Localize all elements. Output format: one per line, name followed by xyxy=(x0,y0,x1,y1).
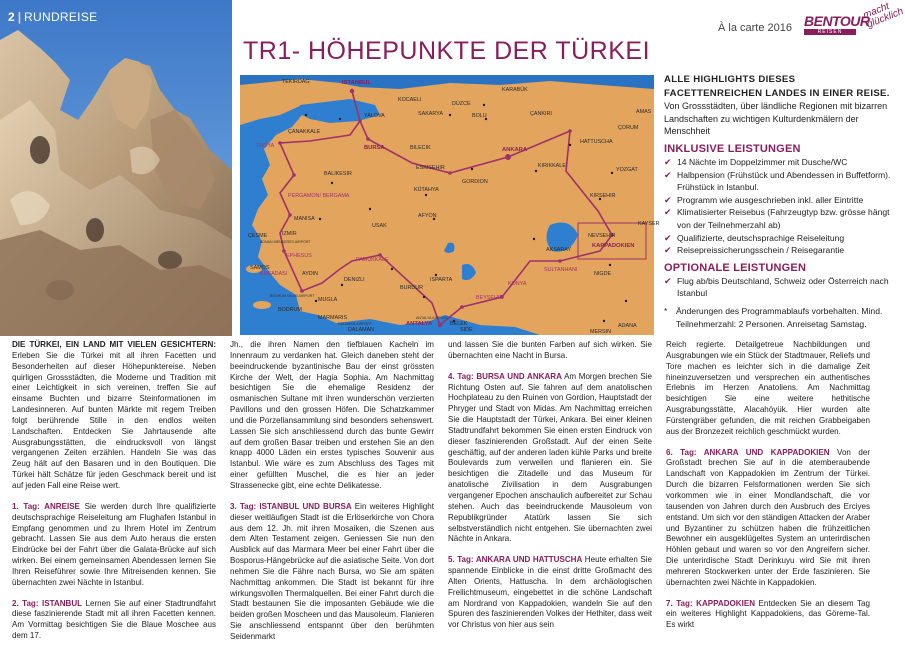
map-place: ANTALYA xyxy=(406,321,433,327)
map-place: TEKIRDAG xyxy=(282,79,310,85)
map-place: ISTANBUL xyxy=(342,80,371,86)
map-place: ADANA xyxy=(618,323,637,329)
day-place: ANREISE xyxy=(39,501,80,511)
paragraph xyxy=(230,340,434,492)
day-place: ISTANBUL UND BURSA xyxy=(256,501,352,511)
footnote-asterisk: * xyxy=(664,305,668,316)
map-place: DENIZLI xyxy=(344,277,365,283)
map-place: MARMARIS xyxy=(318,315,348,321)
airport-label: BODRUM MILAS AIRPORT xyxy=(270,294,315,298)
column-4 xyxy=(666,340,870,641)
map-place: BOLU xyxy=(472,113,487,119)
intro xyxy=(664,73,894,138)
day-label: 3. Tag: xyxy=(230,501,257,511)
intro-text: Von Grossstädten, über ländliche Regionen mit bizarren Landschaften zu wichtigen Kulturdenkmälern der Menschheit xyxy=(664,101,888,137)
list-item: ✔ Qualifizierte, deutschsprachige Reiseleitung xyxy=(664,232,894,245)
cappadocia-rocks-image xyxy=(0,0,232,336)
day-label: 6. Tag: xyxy=(666,447,697,457)
catalog-label: À la carte 2016 xyxy=(718,22,792,34)
day-label: 5. Tag: xyxy=(448,555,474,565)
paragraph-text: Von der Großstadt brechen Sie auf in die atemberaubende Landschaft von Kappadokien im Zentrum der Türkei. Durch die bizarren Felsformationen werden Sie sich vorkommen wie in einer Mondlandschaft, die vor tausenden von Jahren durch den Ausbruch des Erciyes entstand. Um sich vor den ständigen Attacken der Araber und Byzantiner zu schützen haben die frühzeitlichen Bewohner ein ausgeklügeltes System an unterirdischen Höhlen gebaut und waren so vor den Angreifern sicher. Die unterirdische Stadt Derinkuyu wird Sie mit ihren mehreren Stockwerken unter der Erde faszinieren. Sie übernachten zwei Nächte in Kappadokien. xyxy=(666,447,871,587)
day-place: ANKARA UND KAPPADOKIEN xyxy=(696,447,830,457)
bentour-logo xyxy=(804,13,870,38)
paragraph xyxy=(12,599,216,642)
column-3 xyxy=(448,340,652,641)
optional-list xyxy=(664,275,894,300)
paragraph-text: Jh., die ihren Namen den tiefblauen Kacheln im Innenraum zu verdanken hat. Gleich daneben steht der beeindruckende byzantinische Bau der einst grössten Kirche der Welt, der Hagia Sophia. Am Nachmittag besichtigen Sie die ehemalige Residenz der osmanischen Sultane mit ihren wunderschön verzierten Pavillons und den grossen Höfen. Die Schatzkammer und die Porzellansammlung sind besonders sehenswert. Lassen Sie sich anschliessend durch das bunte Gewirr auf dem großen Basar treiben und erstehen Sie an den knapp 4000 Läden ein erstes typisches Souvenir aus Istanbul. Wie wäre es zum Abschluss des Tages mit einer gefüllten Muschel, die es hier an jeder Strassenecke gibt, eine echte Delikatesse. xyxy=(230,340,434,490)
map-place: KUSADASI xyxy=(260,271,288,277)
map-place: BALIKESIR xyxy=(324,171,352,177)
paragraph xyxy=(448,372,652,546)
map-place: YOZGAT xyxy=(616,167,638,173)
footnote-text: Änderungen des Programmablaufs vorbehalten. Mind. Teilnehmerzahl: 2 Personen. Anreisetag Samstag. xyxy=(676,305,883,329)
paragraph-text: Am Morgen brechen Sie Richtung Osten auf. Sie fahren auf dem anatolischen Hochplateau zu den Ruinen von Gordion, Hauptstadt der Phryger und Stadt von Midas. Am Nachmittag erreichen Sie die Hauptstadt der Türkei, Ankara. Bei einer kleinen Stadtrundfahrt bekommen Sie einen ersten Eindruck von dieser faszinierenden Großstadt. Auf der einen Seite geschäftig, auf der anderen laden kühle Parks und breite Boulevards zum verweilen und flanieren ein. Sie besichtigen die Zitadelle und das Museum für anatolische Zivilisation in dem Ausgrabungen vergangener Epochen anschaulich aufbereitet zur Schau stehen. Auch das beeindruckende Mausoleum von Republikgründer Atatürk lassen Sie sich selbstverständlich nicht entgehen. Sie übernachten zwei Nächte in Ankara. xyxy=(448,371,652,544)
paragraph xyxy=(12,340,216,492)
map-place: KÜTAHYA xyxy=(414,187,439,193)
paragraph xyxy=(448,340,652,362)
map-place: BURDUR xyxy=(400,285,424,291)
map-place: NIGDE xyxy=(594,271,612,277)
page-title: TR1- HÖHEPUNKTE DER TÜRKEI xyxy=(243,37,651,65)
inclusive-list xyxy=(664,156,894,257)
paragraph-text: Heute erhalten Sie spannende Einblicke in die einst dritte Großmacht des Alten Orients, Hattuscha. In dem archäologischen Freilichtmuseum, eingebettet in die schöne Landschaft am Nordrand von Kappadokien, wandeln Sie auf den Spuren des faszinierenden Volkes der Hethiter, dass weit vor Christus von hier aus sein xyxy=(448,555,652,630)
map-place: ÇANKIRI xyxy=(530,111,552,117)
map-place: EPHESUS xyxy=(286,253,312,259)
route-map xyxy=(240,75,660,335)
map-place: TROYA xyxy=(256,143,275,149)
day-place: KAPPADOKIEN xyxy=(692,598,756,608)
body-columns xyxy=(12,340,892,641)
rock-formation-photo xyxy=(0,0,232,336)
day-label: 7. Tag: xyxy=(666,598,693,608)
paragraph xyxy=(666,599,870,632)
list-item: ✔ Halbpension (Frühstück und Abendessen in Buffetform). Frühstück in Istanbul. xyxy=(664,169,894,194)
page-header xyxy=(8,10,97,24)
list-item: ✔ 14 Nächte im Doppelzimmer mit Dusche/WC xyxy=(664,156,894,169)
map-place: SULTANHANI xyxy=(544,267,578,273)
section-label: RUNDREISE xyxy=(24,10,98,24)
paragraph-text: Ein weiteres Highlight dieser weitläufigen Stadt ist die Erlöserkirche von Chora aus dem 12. Jh. mit ihren Mosaiken, die Szenen aus dem Alten Testament zeigen. Geniessen Sie nun den Ausblick auf das Marmara Meer bei einer Fahrt über die Bosporus-Hängebrücke auf die asiatische Seite. Von dort nehmen Sie die Fähre nach Bursa, wo Sie am späten Nachmittag ankommen. Die Stadt ist bekannt für ihre wirkungsvollen Thermalquellen. Bei einer Fahrt durch die Stadt bestaunen Sie die imposanten Gebäude wie die beiden großen Moscheen und das Mausoleum. Flanieren Sie anschliessend entspannt über den berühmten Seidenmarkt xyxy=(230,501,434,641)
day-label: 2. Tag: xyxy=(12,598,39,608)
map-place: MANISA xyxy=(294,216,315,222)
paragraph-text: Reich regierte. Detailgetreue Nachbildungen und Ausgrabungen wie ein Stück der Stadtmauer, Reliefs und Tore machen es leichter sich in die damalige Zeit hineinzuversetzen und versprechen ein authentisches Erlebnis im Herzen Anatoliens. Am Nachmittag besichtigen Sie eine weitere hethitische Ausgrabungsstätte, Alacahöyük. Hier wurden alte Fürstengräber gefunden, die mit reichen Grabbeigaben aus der Bronzezeit reichlich geschmückt wurden. xyxy=(666,340,870,436)
map-place: HATTUSCHA xyxy=(580,139,613,145)
list-item: ✔ Programm wie ausgeschrieben inkl. aller Eintritte xyxy=(664,194,894,207)
paragraph xyxy=(666,448,870,589)
paragraph-text: Sie werden durch Ihre qualifizierte deutschsprachige Reiseleitung am Flughafen Istanbul in Empfang genommen und zu Ihrem Hotel im Zentrum gebracht. Lassen Sie aus dem Auto heraus die ersten Eindrücke bei der Fahrt über die Galata-Brücke auf sich wirken. Bei einem gemeinsamen Abendessen lernen Sie Ihren Reiseführer sowie Ihre Mitreisenden kennen. Sie übernachten zwei Nächte in Istanbul. xyxy=(12,501,217,587)
paragraph-text: und lassen Sie die bunten Farben auf sich wirken. Sie übernachten eine Nacht in Bursa. xyxy=(448,340,652,360)
map-place: BODRUM xyxy=(278,307,302,313)
map-place: USAK xyxy=(372,223,387,229)
map-place: BURSA xyxy=(364,145,385,151)
map-place: PAMUKKALE xyxy=(356,257,389,263)
day-place: ISTANBUL xyxy=(38,598,83,608)
map-place: ÇORUM xyxy=(618,125,639,131)
paragraph xyxy=(230,502,434,643)
list-item: ✔ Reisepreissicherungsschein / Reisegarantie xyxy=(664,244,894,257)
optional-heading: OPTIONALE LEISTUNGEN xyxy=(664,261,807,274)
map-place: AKSARAY xyxy=(546,247,572,253)
map-place: ÇESME xyxy=(248,233,268,239)
airport-label: ANTALYA AIRPORT xyxy=(416,316,449,320)
paragraph-text: Lernen Sie auf einer Stadtrundfahrt diese faszinierende Stadt mit all ihren Facetten kennen. Am Vormittag besichtigen Sie die Blaue Moschee aus dem 17. xyxy=(12,598,216,641)
airport-label: DALAMAN AIRPORT xyxy=(338,322,373,326)
map-place: GORDION xyxy=(462,179,488,185)
day-label: 1. Tag: xyxy=(12,501,40,511)
map-place: YALOVA xyxy=(364,113,385,119)
map-place: IZMIR xyxy=(282,231,297,237)
map-place: BELEK xyxy=(450,321,468,327)
brand-name: BENTOUR xyxy=(804,13,870,29)
map-place: AFYON xyxy=(418,213,437,219)
map-place: KONYA xyxy=(508,281,527,287)
map-place: MERSIN xyxy=(590,329,611,335)
map-place: DÜZCE xyxy=(452,101,471,107)
map-place: SAMOS xyxy=(250,265,270,271)
intro-heading: ALLE HIGHLIGHTS DIESES FACETTENREICHEN LANDES IN EINER REISE. xyxy=(664,74,890,99)
turkey-map xyxy=(240,75,660,335)
paragraph xyxy=(448,555,652,631)
column-2 xyxy=(230,340,434,653)
paragraph-text: Entdecken Sie an diesem Tag ein weiteres Highlight Kappadokiens, das Göreme-Tal. Es wirkt xyxy=(666,598,870,630)
page-number: 2 xyxy=(8,10,15,24)
map-place: KIRIKKALE xyxy=(538,163,566,169)
paragraph xyxy=(666,340,870,438)
map-place: ESKISEHIR xyxy=(416,165,445,171)
day-label: 4. Tag: xyxy=(448,371,474,381)
intro-heading: DIE TÜRKEI, EIN LAND MIT VIELEN GESICHTERN: xyxy=(12,340,216,349)
footnote xyxy=(664,305,894,330)
map-place: KAYSER xyxy=(638,221,660,227)
map-place: BEYSEHIR xyxy=(476,295,504,301)
map-place: AYDIN xyxy=(302,271,319,277)
map-place: ANKARA xyxy=(502,147,528,153)
map-place: SAKARYA xyxy=(418,111,443,117)
list-item: ✔ Klimatisierter Reisebus (Fahrzeugtyp bzw. grösse hängt von der Teilnehmerzahl ab) xyxy=(664,206,894,231)
info-panel xyxy=(664,73,894,330)
map-place: KAPPADOKIEN xyxy=(592,243,635,249)
column-1 xyxy=(12,340,216,652)
map-place: PERGAMON/ BERGAMA xyxy=(288,193,350,199)
brand-slogan: macht glücklich xyxy=(861,0,905,31)
map-place: NEVSEHIR xyxy=(588,233,616,239)
paragraph xyxy=(12,502,216,589)
list-item: ✔ Flug ab/bis Deutschland, Schweiz oder Österreich nach Istanbul xyxy=(664,275,894,300)
inclusive-heading: INKLUSIVE LEISTUNGEN xyxy=(664,142,801,155)
header-separator: | xyxy=(17,10,22,24)
map-place: MUGLA xyxy=(318,297,338,303)
map-place: DALAMAN xyxy=(348,327,375,333)
paragraph-text: Erleben Sie die Türkei mit all ihren Facetten und Besonderheiten auf dieser Höhepunktereise. Neben quirligen Grossstädten, die Moderne und Tradition mit einer Leichtigkeit in sich vereinen, treffen Sie auf einsame Buchten und bizarre Steinformationen im Landesinneren. Auf bunten Märkte mit regem Treiben folgt berührende Stille in den endlos weiten Landschaften. Entdecken Sie Jahrtausende alte Ausgrabungsstätten, die eindrucksvoll von längst vergangenen Zeiten erzählen. Handeln Sie was das Zeug hält auf den Basaren und in den Boutiquen. Die Türkei hält Schätze für jeden Geschmack bereit und ist auf jeden Fall eine Reise wert. xyxy=(12,350,216,490)
map-place: BILECIK xyxy=(410,145,431,151)
map-place: KOCAELI xyxy=(398,97,422,103)
map-place: KARABÜK xyxy=(502,87,528,93)
map-place: ÇANAKKALE xyxy=(288,129,321,135)
map-place: KIRSEHIR xyxy=(590,193,616,199)
map-place: SIDE xyxy=(460,327,473,333)
brand-sub: REISEN xyxy=(804,29,856,35)
day-place: ANKARA UND HATTUSCHA xyxy=(473,555,583,565)
day-place: BURSA UND ANKARA xyxy=(473,371,562,381)
airport-label: ADNAN MENDERES AIRPORT xyxy=(260,240,311,244)
map-place: AMAS xyxy=(636,109,652,115)
map-place: ISPARTA xyxy=(430,277,453,283)
